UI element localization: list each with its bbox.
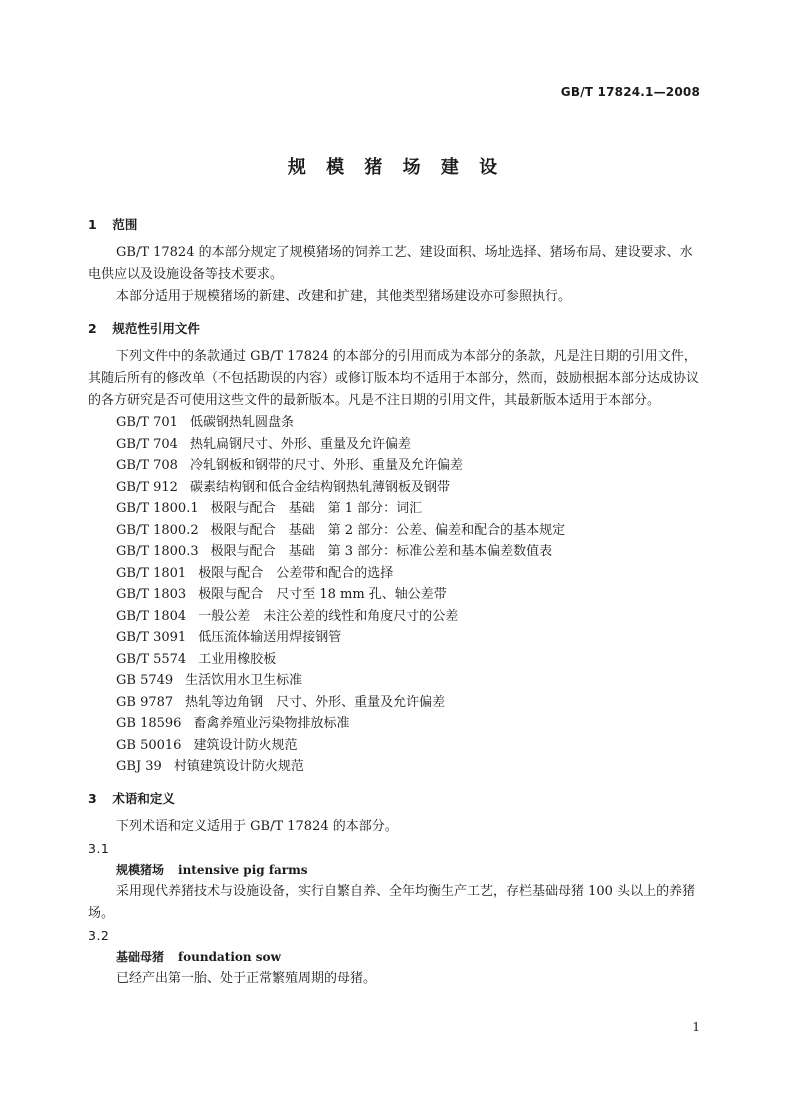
- reference-code: GB/T 1801: [116, 565, 187, 581]
- section-title: 规范性引用文件: [112, 321, 200, 336]
- term-name-zh: 规模猪场: [116, 862, 165, 877]
- reference-title: 极限与配合 基础 第 2 部分：公差、偏差和配合的基本规定: [210, 522, 566, 538]
- reference-code: GB/T 1800.3: [116, 544, 199, 559]
- reference-title: 村镇建筑设计防火规范: [173, 759, 304, 774]
- reference-code: GB/T 708: [116, 458, 178, 473]
- section-number: 3: [88, 790, 97, 806]
- reference-item: [88, 520, 702, 542]
- term-name-en: intensive pig farms: [178, 862, 308, 877]
- reference-item: [88, 563, 702, 585]
- reference-code: GBJ 39: [116, 759, 162, 774]
- reference-code: GB/T 704: [116, 436, 178, 452]
- reference-item: [88, 434, 702, 456]
- reference-title: 畜禽养殖业污染物排放标准: [193, 716, 350, 731]
- reference-item: [88, 670, 702, 692]
- reference-code: GB/T 5574: [116, 651, 187, 667]
- reference-code: GB 9787: [116, 694, 174, 710]
- reference-item: [88, 584, 702, 606]
- term-definition: 已经产出第一胎、处于正常繁殖周期的母猪。: [116, 970, 377, 986]
- reference-title: 低压流体输送用焊接钢管: [198, 630, 342, 645]
- term-number: 3.1: [88, 840, 110, 856]
- reference-title: 建筑设计防火规范: [193, 737, 298, 753]
- reference-item: [88, 649, 702, 671]
- reference-item: [88, 477, 702, 499]
- document-body: [88, 214, 702, 990]
- reference-title: 一般公差 未注公差的线性和角度尺寸的公差: [198, 608, 459, 624]
- reference-title: 碳素结构钢和低合金结构钢热轧薄钢板及钢带: [189, 479, 450, 495]
- reference-title: 生活饮用水卫生标准: [185, 673, 303, 688]
- reference-item: [88, 627, 702, 649]
- reference-code: GB/T 1800.1: [116, 501, 199, 516]
- section-2-heading: [88, 318, 702, 340]
- scope-paragraph-2: 本部分适用于规模猪场的新建、改建和扩建，其他类型猪场建设亦可参照执行。: [116, 289, 572, 304]
- scope-paragraph-1: GB/T 17824 的本部分规定了规模猪场的饲养工艺、建设面积、场址选择、猪场布局、建设要求、水电供应以及设施设备等技术要求。: [88, 245, 693, 282]
- reference-item: [88, 606, 702, 628]
- reference-code: GB/T 701: [116, 415, 178, 430]
- reference-title: 热轧扁钢尺寸、外形、重量及允许偏差: [189, 436, 411, 452]
- section-number: 1: [88, 217, 97, 232]
- reference-title: 冷轧钢板和钢带的尺寸、外形、重量及允许偏差: [189, 458, 463, 473]
- document-title: 规 模 猪 场 建 设: [287, 157, 505, 178]
- section-number: 2: [88, 321, 97, 336]
- reference-code: GB/T 1800.2: [116, 522, 199, 538]
- reference-item: [88, 735, 702, 757]
- standard-number: GB/T 17824.1—2008: [560, 85, 700, 99]
- term-name-en: foundation sow: [178, 949, 281, 964]
- terms-intro: 下列术语和定义适用于 GB/T 17824 的本部分。: [116, 818, 398, 834]
- term-name: [88, 946, 702, 968]
- term-definition: 采用现代养猪技术与设施设备，实行自繁自养、全年均衡生产工艺，存栏基础母猪 100 头以上的养猪场。: [88, 883, 696, 921]
- reference-title: 低碳钢热轧圆盘条: [189, 415, 294, 430]
- section-title: 范围: [112, 217, 138, 232]
- section-1-heading: [88, 214, 702, 236]
- reference-title: 工业用橡胶板: [198, 651, 277, 667]
- references-intro: 下列文件中的条款通过 GB/T 17824 的本部分的引用而成为本部分的条款，凡是注日期的引用文件，其随后所有的修改单（不包括勘误的内容）或修订版本均不适用于本部分，然而，鼓励根据本部分达成协议的各方研究是否可使用这些文件的最新版本。凡是不注日期的引用文件，其最新版本适用于本部分。: [88, 349, 700, 408]
- reference-item: [88, 541, 702, 563]
- section-title: 术语和定义: [112, 790, 175, 806]
- page-number: 1: [692, 1020, 700, 1034]
- reference-title: 极限与配合 公差带和配合的选择: [198, 565, 394, 581]
- reference-code: GB 50016: [116, 737, 182, 753]
- reference-item: [88, 713, 702, 735]
- reference-item: [88, 756, 702, 778]
- reference-code: GB 5749: [116, 673, 174, 688]
- reference-code: GB 18596: [116, 716, 182, 731]
- term-name: [88, 859, 702, 881]
- reference-title: 极限与配合 基础 第 3 部分：标准公差和基本偏差数值表: [210, 544, 553, 559]
- reference-item: [88, 498, 702, 520]
- reference-code: GB/T 3091: [116, 630, 187, 645]
- reference-title: 极限与配合 尺寸至 18 mm 孔、轴公差带: [198, 587, 447, 602]
- term-name-zh: 基础母猪: [116, 949, 165, 964]
- reference-item: [88, 692, 702, 714]
- reference-item: [88, 455, 702, 477]
- reference-title: 热轧等边角钢 尺寸、外形、重量及允许偏差: [185, 694, 446, 710]
- reference-list: [88, 412, 702, 778]
- reference-code: GB/T 1804: [116, 608, 187, 624]
- reference-code: GB/T 912: [116, 479, 178, 495]
- reference-title: 极限与配合 基础 第 1 部分：词汇: [210, 501, 423, 516]
- term-number: 3.2: [88, 927, 110, 943]
- reference-code: GB/T 1803: [116, 587, 187, 602]
- reference-item: [88, 412, 702, 434]
- section-3-heading: [88, 788, 702, 810]
